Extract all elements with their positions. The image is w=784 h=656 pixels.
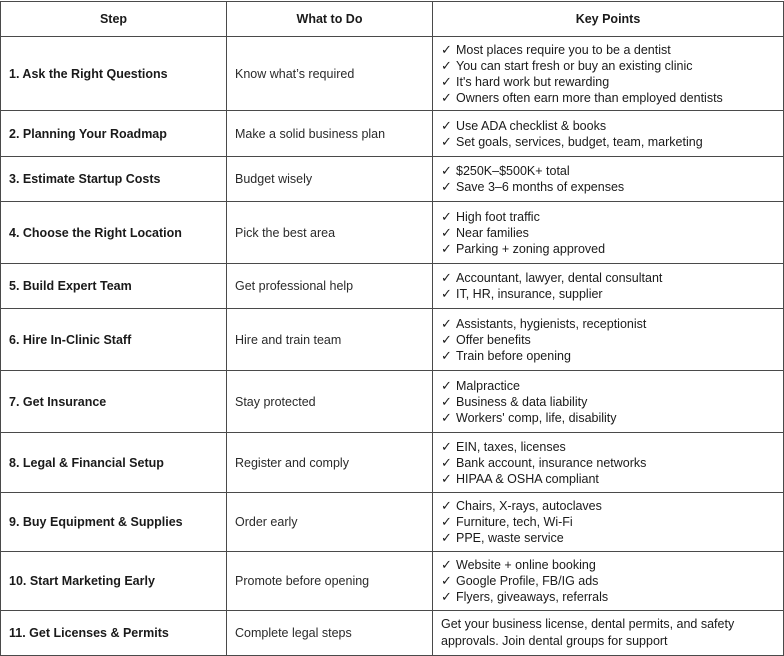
key-point [441,225,775,241]
key-point-paragraph: Get your business license, dental permits, and safety approvals. Join dental groups for support [441,617,735,648]
table-row [1,493,784,552]
step-cell: 9. Buy Equipment & Supplies [1,493,227,552]
checkmark-icon: ✓ [441,286,452,301]
key-point-text: Near families [456,225,529,240]
checkmark-icon: ✓ [441,530,452,545]
checkmark-icon: ✓ [441,589,452,604]
key-points-cell [433,371,784,433]
key-points-cell [433,111,784,157]
header-step: Step [1,2,227,37]
table-row [1,111,784,157]
what-to-do-cell: Budget wisely [227,157,433,202]
table-row [1,264,784,309]
what-to-do-cell: Get professional help [227,264,433,309]
checkmark-icon: ✓ [441,438,452,454]
key-points-cell [433,157,784,202]
checkmark-icon: ✓ [441,133,452,149]
key-point-text: Most places require you to be a dentist [456,42,671,57]
key-point-text: PPE, waste service [456,531,564,545]
key-points-cell [433,611,784,656]
table-row [1,611,784,656]
step-cell: 6. Hire In-Clinic Staff [1,309,227,371]
what-to-do-cell: Promote before opening [227,552,433,611]
what-to-do-cell: Stay protected [227,371,433,433]
checkmark-icon: ✓ [441,470,452,486]
what-to-do-cell: Complete legal steps [227,611,433,656]
checkmark-icon: ✓ [441,57,452,73]
key-point [441,42,775,58]
checkmark-icon: ✓ [441,409,452,425]
header-row [1,2,784,37]
key-points-cell [433,37,784,111]
key-point-text: It's hard work but rewarding [456,74,610,89]
key-point-text: Workers' comp, life, disability [456,410,617,425]
checkmark-icon: ✓ [441,163,452,178]
key-point-text: Offer benefits [456,332,531,347]
key-point-text: High foot traffic [456,209,540,224]
key-point [441,58,775,74]
checkmark-icon: ✓ [441,377,452,393]
table-row [1,552,784,611]
key-point [441,179,775,195]
key-point [441,241,775,257]
key-point-text: Flyers, giveaways, referrals [456,590,609,604]
table-row [1,433,784,493]
key-point-text: Chairs, X-rays, autoclaves [456,499,602,513]
key-point-text: You can start fresh or buy an existing clinic [456,58,693,73]
key-point-text: Malpractice [456,378,520,393]
key-point [441,455,775,471]
key-point-text: HIPAA & OSHA compliant [456,471,599,486]
key-point [441,410,775,426]
step-cell: 4. Choose the Right Location [1,202,227,264]
key-point [441,90,775,106]
key-point-text: Assistants, hygienists, receptionist [456,316,647,331]
checkmark-icon: ✓ [441,315,452,331]
step-cell: 8. Legal & Financial Setup [1,433,227,493]
key-point [441,557,775,573]
key-point-text: Save 3–6 months of expenses [456,180,625,194]
checkmark-icon: ✓ [441,393,452,409]
key-point [441,316,775,332]
checkmark-icon: ✓ [441,208,452,224]
key-point [441,118,775,134]
table-row [1,371,784,433]
checkmark-icon: ✓ [441,454,452,470]
key-point-text: Website + online booking [456,558,596,572]
key-points-cell [433,433,784,493]
checkmark-icon: ✓ [441,557,452,572]
key-point-text: Set goals, services, budget, team, marketing [456,134,703,149]
table-row [1,157,784,202]
header-key-points: Key Points [433,2,784,37]
what-to-do-cell: Register and comply [227,433,433,493]
table-row [1,309,784,371]
checkmark-icon: ✓ [441,179,452,194]
key-points-cell [433,264,784,309]
key-point [441,498,775,514]
key-point-text: $250K–$500K+ total [456,164,570,178]
key-point-text: Bank account, insurance networks [456,455,647,470]
key-point-text: Parking + zoning approved [456,241,606,256]
key-point-text: Accountant, lawyer, dental consultant [456,271,663,285]
key-point [441,270,775,286]
checkmark-icon: ✓ [441,270,452,285]
key-point [441,589,775,605]
what-to-do-cell: Know what’s required [227,37,433,111]
step-cell: 7. Get Insurance [1,371,227,433]
key-point [441,134,775,150]
checkmark-icon: ✓ [441,331,452,347]
what-to-do-cell: Pick the best area [227,202,433,264]
step-cell: 1. Ask the Right Questions [1,37,227,111]
key-point-text: Furniture, tech, Wi-Fi [456,515,573,529]
key-point [441,163,775,179]
table-row [1,37,784,111]
key-point [441,209,775,225]
step-cell: 3. Estimate Startup Costs [1,157,227,202]
checkmark-icon: ✓ [441,240,452,256]
key-point [441,439,775,455]
checkmark-icon: ✓ [441,73,452,89]
key-point-text: Use ADA checklist & books [456,118,607,133]
step-cell: 10. Start Marketing Early [1,552,227,611]
key-point [441,394,775,410]
step-cell: 5. Build Expert Team [1,264,227,309]
checkmark-icon: ✓ [441,347,452,363]
steps-table [0,1,784,656]
key-point [441,530,775,546]
key-point [441,471,775,487]
what-to-do-cell: Order early [227,493,433,552]
what-to-do-cell: Hire and train team [227,309,433,371]
key-points-cell [433,493,784,552]
table-row [1,202,784,264]
checkmark-icon: ✓ [441,498,452,513]
key-point [441,514,775,530]
header-what-to-do: What to Do [227,2,433,37]
key-point [441,332,775,348]
checkmark-icon: ✓ [441,89,452,105]
step-cell: 11. Get Licenses & Permits [1,611,227,656]
key-point-text: Google Profile, FB/IG ads [456,574,599,588]
checkmark-icon: ✓ [441,41,452,57]
step-cell: 2. Planning Your Roadmap [1,111,227,157]
key-point [441,348,775,364]
key-point [441,378,775,394]
key-points-cell [433,202,784,264]
checkmark-icon: ✓ [441,573,452,588]
key-points-cell [433,552,784,611]
checkmark-icon: ✓ [441,117,452,133]
key-point-text: Train before opening [456,348,571,363]
key-point [441,286,775,302]
key-point-text: Business & data liability [456,394,588,409]
checkmark-icon: ✓ [441,224,452,240]
key-point [441,573,775,589]
table-body [1,37,784,656]
checkmark-icon: ✓ [441,514,452,529]
key-points-cell [433,309,784,371]
key-point [441,74,775,90]
key-point-text: Owners often earn more than employed dentists [456,90,723,105]
what-to-do-cell: Make a solid business plan [227,111,433,157]
key-point-text: EIN, taxes, licenses [456,439,566,454]
key-point-text: IT, HR, insurance, supplier [456,287,603,301]
